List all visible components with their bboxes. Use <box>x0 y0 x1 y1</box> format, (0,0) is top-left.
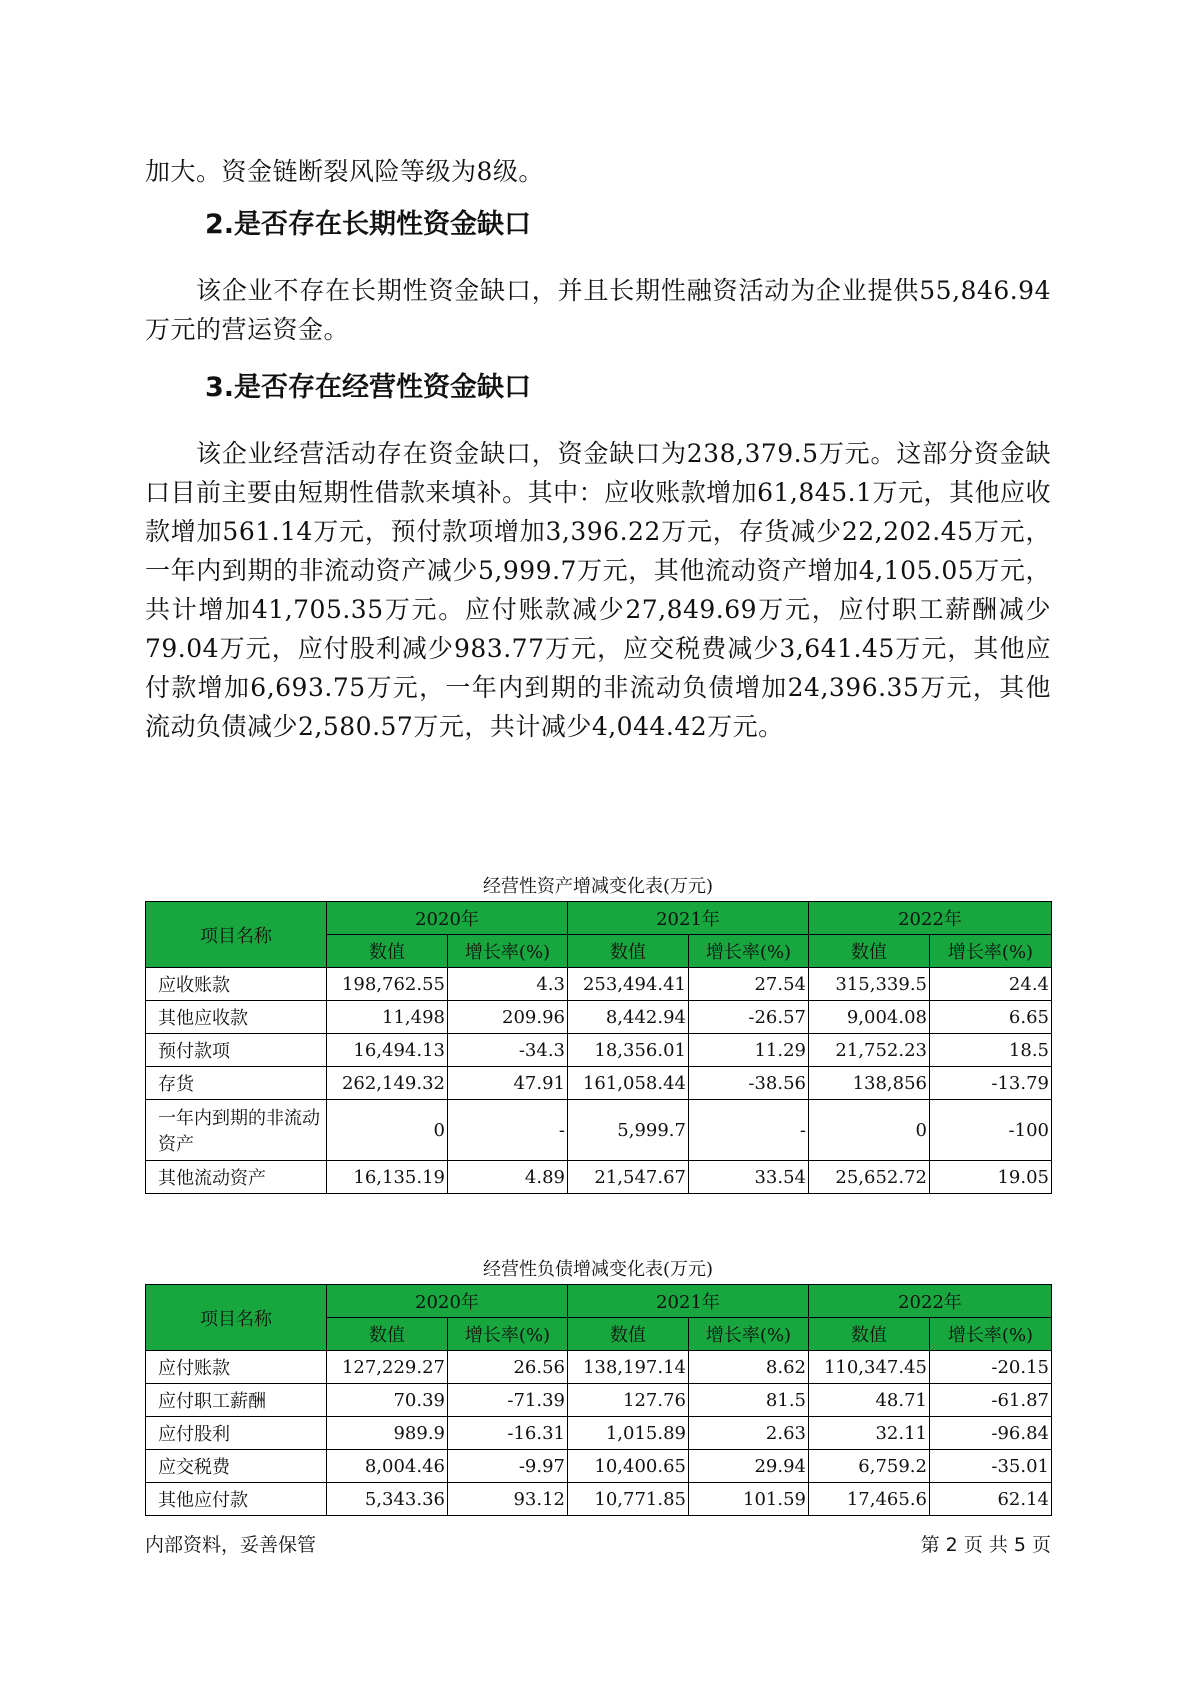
header-growth-rate: 增长率(%) <box>930 1318 1052 1351</box>
cell-value: 16,494.13 <box>327 1034 448 1067</box>
cell-value: 8,004.46 <box>327 1450 448 1483</box>
cell-growth-rate: - <box>448 1100 568 1161</box>
row-item-name: 一年内到期的非流动资产 <box>146 1100 327 1161</box>
cell-growth-rate: 2.63 <box>689 1417 809 1450</box>
section-3-heading: 3.是否存在经营性资金缺口 <box>205 372 532 403</box>
cell-value: 5,343.36 <box>327 1483 448 1516</box>
cell-growth-rate: 6.65 <box>930 1001 1052 1034</box>
cell-growth-rate: 93.12 <box>448 1483 568 1516</box>
row-item-name: 其他流动资产 <box>146 1161 327 1194</box>
cell-value: 9,004.08 <box>809 1001 930 1034</box>
header-year-2022: 2022年 <box>809 902 1052 935</box>
cell-value: 21,752.23 <box>809 1034 930 1067</box>
header-year-2020: 2020年 <box>327 1285 568 1318</box>
header-year-2022: 2022年 <box>809 1285 1052 1318</box>
cell-growth-rate: 24.4 <box>930 968 1052 1001</box>
cell-growth-rate: -96.84 <box>930 1417 1052 1450</box>
header-value: 数值 <box>327 1318 448 1351</box>
cell-value: 198,762.55 <box>327 968 448 1001</box>
table-row <box>146 1351 1052 1384</box>
cell-value: 315,339.5 <box>809 968 930 1001</box>
footer-page-number: 第 2 页 共 5 页 <box>920 1534 1051 1556</box>
table-row <box>146 1001 1052 1034</box>
header-value: 数值 <box>809 1318 930 1351</box>
header-value: 数值 <box>568 1318 689 1351</box>
cell-value: 10,400.65 <box>568 1450 689 1483</box>
cell-growth-rate: 18.5 <box>930 1034 1052 1067</box>
cell-growth-rate: 27.54 <box>689 968 809 1001</box>
cell-value: 161,058.44 <box>568 1067 689 1100</box>
row-item-name: 应付股利 <box>146 1417 327 1450</box>
cell-growth-rate: 33.54 <box>689 1161 809 1194</box>
cell-value: 110,347.45 <box>809 1351 930 1384</box>
row-item-name: 其他应收款 <box>146 1001 327 1034</box>
cell-value: 138,856 <box>809 1067 930 1100</box>
header-value: 数值 <box>568 935 689 968</box>
header-growth-rate: 增长率(%) <box>930 935 1052 968</box>
liability-change-table <box>145 1284 1052 1516</box>
table-row <box>146 1100 1052 1161</box>
cell-value: 1,015.89 <box>568 1417 689 1450</box>
row-item-name: 应付账款 <box>146 1351 327 1384</box>
header-growth-rate: 增长率(%) <box>448 1318 568 1351</box>
cell-value: 18,356.01 <box>568 1034 689 1067</box>
table-row <box>146 1034 1052 1067</box>
cell-value: 989.9 <box>327 1417 448 1450</box>
cell-value: 127.76 <box>568 1384 689 1417</box>
cell-value: 6,759.2 <box>809 1450 930 1483</box>
cell-growth-rate: 26.56 <box>448 1351 568 1384</box>
row-item-name: 其他应付款 <box>146 1483 327 1516</box>
cell-value: 0 <box>327 1100 448 1161</box>
section-2-heading: 2.是否存在长期性资金缺口 <box>205 209 532 240</box>
table-row <box>146 968 1052 1001</box>
cell-growth-rate: 101.59 <box>689 1483 809 1516</box>
cell-value: 0 <box>809 1100 930 1161</box>
cell-growth-rate: -20.15 <box>930 1351 1052 1384</box>
cell-value: 25,652.72 <box>809 1161 930 1194</box>
cell-value: 5,999.7 <box>568 1100 689 1161</box>
table-row <box>146 1483 1052 1516</box>
cell-value: 8,442.94 <box>568 1001 689 1034</box>
header-year-2020: 2020年 <box>327 902 568 935</box>
row-item-name: 存货 <box>146 1067 327 1100</box>
cell-growth-rate: -100 <box>930 1100 1052 1161</box>
cell-value: 17,465.6 <box>809 1483 930 1516</box>
header-item-name: 项目名称 <box>146 902 327 968</box>
row-item-name: 应收账款 <box>146 968 327 1001</box>
cell-value: 262,149.32 <box>327 1067 448 1100</box>
table-row <box>146 1161 1052 1194</box>
footer-confidential-note: 内部资料，妥善保管 <box>145 1534 317 1556</box>
cell-value: 10,771.85 <box>568 1483 689 1516</box>
cell-growth-rate: 29.94 <box>689 1450 809 1483</box>
cell-growth-rate: -26.57 <box>689 1001 809 1034</box>
cell-value: 127,229.27 <box>327 1351 448 1384</box>
cell-growth-rate: -38.56 <box>689 1067 809 1100</box>
cell-growth-rate: -61.87 <box>930 1384 1052 1417</box>
cell-growth-rate: -35.01 <box>930 1450 1052 1483</box>
header-growth-rate: 增长率(%) <box>689 935 809 968</box>
cell-growth-rate: 4.89 <box>448 1161 568 1194</box>
cell-growth-rate: 19.05 <box>930 1161 1052 1194</box>
header-value: 数值 <box>809 935 930 968</box>
intro-paragraph-tail: 加大。资金链断裂风险等级为8级。 <box>145 157 544 186</box>
cell-growth-rate: 11.29 <box>689 1034 809 1067</box>
section-2-body: 该企业不存在长期性资金缺口，并且长期性融资活动为企业提供55,846.94万元的营运资金。 <box>145 276 1051 344</box>
header-year-2021: 2021年 <box>568 902 809 935</box>
row-item-name: 预付款项 <box>146 1034 327 1067</box>
cell-value: 32.11 <box>809 1417 930 1450</box>
table-row <box>146 1067 1052 1100</box>
cell-growth-rate: 47.91 <box>448 1067 568 1100</box>
table-row <box>146 1384 1052 1417</box>
cell-growth-rate: -16.31 <box>448 1417 568 1450</box>
cell-growth-rate: - <box>689 1100 809 1161</box>
cell-value: 253,494.41 <box>568 968 689 1001</box>
row-item-name: 应付职工薪酬 <box>146 1384 327 1417</box>
asset-change-table <box>145 901 1052 1194</box>
cell-value: 11,498 <box>327 1001 448 1034</box>
cell-value: 70.39 <box>327 1384 448 1417</box>
header-growth-rate: 增长率(%) <box>448 935 568 968</box>
asset-table-caption: 经营性资产增减变化表(万元) <box>482 876 714 897</box>
header-item-name: 项目名称 <box>146 1285 327 1351</box>
header-growth-rate: 增长率(%) <box>689 1318 809 1351</box>
section-3-body: 该企业经营活动存在资金缺口，资金缺口为238,379.5万元。这部分资金缺口目前主要由短期性借款来填补。其中：应收账款增加61,845.1万元，其他应收款增加561.14万元，预付款项增加3,396.22万元，存货减少22,202.45万元，一年内到期的非流动资产减少5,999.7万元，其他流动资产增加4,105.05万元，共计增加41,705.35万元。应付账款减少27,849.69万元，应付职工薪酬减少79.04万元，应付股利减少983.77万元，应交税费减少3,641.45万元，其他应付款增加6,693.75万元，一年内到期的非流动负债增加24,396.35万元，其他流动负债减少2,580.57万元，共计减少4,044.42万元。 <box>145 439 1051 741</box>
cell-growth-rate: 209.96 <box>448 1001 568 1034</box>
row-item-name: 应交税费 <box>146 1450 327 1483</box>
header-year-2021: 2021年 <box>568 1285 809 1318</box>
cell-growth-rate: -9.97 <box>448 1450 568 1483</box>
cell-value: 16,135.19 <box>327 1161 448 1194</box>
table-row <box>146 1450 1052 1483</box>
cell-growth-rate: 4.3 <box>448 968 568 1001</box>
cell-growth-rate: 81.5 <box>689 1384 809 1417</box>
liability-table-caption: 经营性负债增减变化表(万元) <box>482 1259 714 1280</box>
cell-growth-rate: 62.14 <box>930 1483 1052 1516</box>
cell-growth-rate: -71.39 <box>448 1384 568 1417</box>
header-value: 数值 <box>327 935 448 968</box>
table-row <box>146 1417 1052 1450</box>
cell-value: 48.71 <box>809 1384 930 1417</box>
cell-growth-rate: -34.3 <box>448 1034 568 1067</box>
cell-growth-rate: -13.79 <box>930 1067 1052 1100</box>
cell-value: 138,197.14 <box>568 1351 689 1384</box>
cell-growth-rate: 8.62 <box>689 1351 809 1384</box>
cell-value: 21,547.67 <box>568 1161 689 1194</box>
